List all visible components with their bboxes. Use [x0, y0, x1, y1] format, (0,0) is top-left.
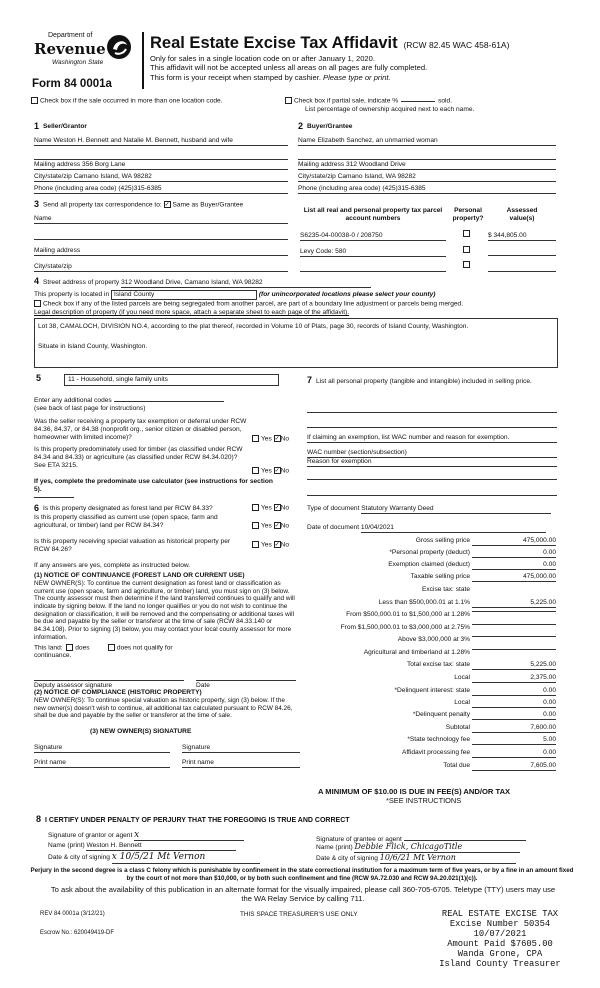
stamp-line: REAL ESTATE EXCISE TAX: [441, 909, 559, 919]
yes-label: Yes: [261, 467, 272, 475]
segregation-label: Check box if any of the listed parcels are being segregated from another parcel, are part of a boundary line adjustment or parcels being merged.: [43, 300, 464, 308]
buyer-mail: 312 Woodland Drive: [346, 161, 406, 168]
print-name-label: Print name: [182, 759, 214, 766]
additional-codes: [34, 397, 224, 413]
yes-label: Yes: [261, 435, 272, 443]
grantor-name-row: [48, 842, 236, 851]
personal-property-line-1[interactable]: [307, 405, 557, 413]
checkbox-icon[interactable]: [66, 644, 73, 651]
tax-row-value[interactable]: [472, 636, 556, 637]
grantor-signature[interactable]: x: [134, 830, 244, 841]
tax-row-label: From $1,500,000.01 to $3,000,000 at 2.75%: [340, 624, 470, 631]
grantor-date-city[interactable]: x 10/5/21 Mt Vernon: [112, 852, 260, 864]
escrow-number: Escrow No.: 620049419-DF: [40, 930, 115, 936]
s5-end-line: [34, 497, 74, 498]
legal-line-1: Lot 38, CAMALOCH, DIVISION NO.4, according to the plat thereof, recorded in Volume 10 of Plats, page 30, records of Island County, Washington.: [38, 323, 469, 330]
parcel-number-3[interactable]: [300, 264, 446, 272]
same-as-buyer-label: Same as Buyer/Grantee: [172, 201, 244, 209]
buyer-city-field[interactable]: [298, 173, 556, 182]
stamp-line: 10/07/2021: [473, 928, 527, 939]
logo-revenue: Revenue: [34, 40, 106, 58]
seller-city-field[interactable]: [34, 173, 288, 182]
seller-mail-field[interactable]: [34, 161, 288, 170]
street-value[interactable]: 312 Woodland Drive, Camano Island, WA 98282: [121, 279, 371, 288]
no-label: No: [280, 522, 290, 530]
tax-row-value[interactable]: [472, 611, 556, 612]
continuance-label: continuance.: [34, 652, 72, 659]
treasurer-use-label: THIS SPACE TREASURER'S USE ONLY: [240, 911, 358, 918]
tax-row-label: Gross selling price: [415, 537, 470, 544]
legal-description-box[interactable]: [34, 318, 558, 368]
doc-type-value[interactable]: Statutory Warranty Deed: [361, 505, 551, 514]
minimum-notice: A MINIMUM OF $10.00 IS DUE IN FEE(S) AND/OR TAX: [318, 787, 511, 796]
reason-line-3[interactable]: [307, 488, 557, 496]
header-line-3: [150, 73, 427, 82]
tax-row-value[interactable]: 475,000.00: [472, 573, 556, 582]
personal-property-line-2[interactable]: [307, 420, 557, 428]
tax-row-label: Affidavit processing fee: [401, 749, 470, 756]
multi-location-label: Check box if the sale occurred in more than one location code.: [40, 97, 223, 105]
title-rcw: (RCW 82.45 WAC 458-61A): [403, 40, 510, 50]
location-label: This property is located in: [34, 291, 110, 298]
seller-name-field[interactable]: [34, 137, 288, 146]
new-owner-print-2[interactable]: [182, 758, 300, 768]
deputy-label: Deputy assessor signature: [34, 682, 113, 689]
notice-3-heading: (3) NEW OWNER(S) SIGNATURE: [90, 728, 192, 735]
notice-2-text: NEW OWNER(S): To continue special valuation as historic property, sign (3) below. If the new owner(s) doesn't wish to continue, all additional tax calculated pursuant to RCW 84.26, shall be due and payable by the seller or transferor at the time of sale.: [34, 697, 293, 720]
location-note: (for unincorporated locations please select your county): [258, 291, 436, 298]
tax-row-value[interactable]: 475,000.00: [472, 537, 556, 546]
grantee-date-label: Date & city of signing: [316, 855, 378, 862]
signature-label: Signature: [34, 744, 63, 751]
new-owner-sig-1[interactable]: [34, 743, 170, 753]
revenue-logo-icon: [106, 34, 132, 60]
buyer-phone: (425)315-6385: [382, 185, 426, 192]
stamp-line: Island County Treasurer: [439, 958, 561, 969]
tax-row-label: Excise tax: state: [421, 586, 470, 593]
checkbox-icon[interactable]: [252, 541, 259, 548]
new-owner-sig-2[interactable]: [182, 743, 300, 753]
legal-desc-label: Legal description of property (if you need more space, attach a separate sheet to each page of the affidavit).: [34, 309, 350, 316]
form-title: [150, 33, 509, 53]
revision-number: REV 84 0001a (3/12/21): [40, 911, 105, 917]
header-line-3a: This form is your receipt when stamped by cashier.: [150, 72, 324, 82]
header-notes: [150, 54, 427, 82]
county-select[interactable]: Island County: [111, 290, 257, 300]
section-7-number: 7: [307, 375, 313, 385]
tax-row-label: Total due: [443, 762, 470, 769]
assessed-column-header: Assessed value(s): [506, 207, 538, 223]
tax-row-value[interactable]: [472, 649, 556, 650]
s6-q3-yesno[interactable]: [252, 541, 289, 549]
tax-row-value[interactable]: 0.00: [472, 687, 556, 696]
personal-checkbox[interactable]: [463, 230, 472, 238]
buyer-mail-field[interactable]: [298, 161, 556, 170]
tax-row-label: Less than $500,000.01 at 1.1%: [378, 599, 470, 606]
street-label: Street address of property: [43, 279, 120, 286]
s6-question-2: Is this property classified as current use (open space, farm and agricultural, or timber) land per RCW 84.34?: [34, 514, 218, 530]
checkbox-icon[interactable]: [463, 261, 470, 268]
personal-checkbox-2[interactable]: [463, 246, 472, 254]
treasurer-stamp: [430, 910, 570, 970]
tax-row-value[interactable]: 5,225.00: [472, 599, 556, 608]
tax-row-value[interactable]: 7,600.00: [472, 724, 556, 733]
tax-row-value[interactable]: 2,375.00: [472, 674, 556, 683]
partial-sale-note: List percentage of ownership acquired next to each name.: [305, 106, 475, 113]
checked-box-icon[interactable]: ✓: [274, 523, 280, 529]
tax-row-label: *Delinquent penalty: [412, 711, 470, 718]
seller-phone-field[interactable]: [34, 185, 288, 194]
section-8-number: 8: [36, 814, 42, 824]
tax-row-value[interactable]: 5.00: [472, 736, 556, 745]
doc-type-label: Type of document: [307, 505, 360, 512]
no-label: No: [280, 467, 290, 475]
reason-line-2[interactable]: [307, 472, 557, 480]
segregation-check[interactable]: [34, 300, 463, 308]
perjury-notice: Perjury in the second degree is a class C felony which is punishable by confinement in the state correctional institution for a maximum term of five years, or by a fine in an amount fixed by the court of not more than $10,000, or by both such confinement and fine (RCW 9A.72.030 and RCW 9A.20.021(1)(c)).: [30, 867, 574, 882]
section-4-number: 4: [34, 276, 40, 286]
multi-location-check[interactable]: [31, 97, 223, 105]
buyer-name-field[interactable]: [298, 137, 556, 146]
checkbox-icon[interactable]: [252, 467, 259, 474]
stamp-line: Excise Number 50354: [449, 918, 551, 929]
s6-question-3: Is this property receiving special valuation as historical property per RCW 84.26?: [34, 538, 231, 554]
additional-codes-label: Enter any additional codes: [34, 397, 112, 404]
checkbox-icon[interactable]: [252, 522, 259, 529]
tax-row-label: Total excise tax: state: [406, 661, 470, 668]
tax-row-label: Local: [454, 674, 470, 681]
checked-box-icon[interactable]: ✓: [164, 202, 170, 208]
corr-name-line-2[interactable]: [34, 232, 288, 240]
print-name-label: Print name: [34, 759, 66, 766]
tax-row-value[interactable]: 0.00: [472, 749, 556, 758]
doc-type-row: [307, 505, 551, 514]
logo-dept: Department of: [48, 32, 93, 39]
notice-1-heading: (1) NOTICE OF CONTINUANCE (FOREST LAND OR CURRENT USE): [34, 572, 245, 579]
notice-2-heading: (2) NOTICE OF COMPLIANCE (HISTORIC PROPERTY): [34, 689, 202, 696]
seller-name: Weston H. Bennett and Natalie M. Bennett, husband and wife: [53, 137, 233, 144]
checked-box-icon[interactable]: ✓: [274, 468, 280, 474]
section-1-number: 1: [34, 121, 40, 131]
checked-box-icon[interactable]: ✓: [274, 436, 280, 442]
checkbox-icon[interactable]: [463, 246, 470, 253]
checkbox-icon[interactable]: [252, 435, 259, 442]
grantee-date-city[interactable]: 10/6/21 Mt Vernon: [380, 853, 516, 864]
grantor-name[interactable]: Weston H. Bennett: [86, 842, 236, 851]
reason-field[interactable]: Reason for exemption: [307, 458, 557, 467]
header-line-3b: Please type or print.: [323, 72, 391, 82]
seller-mail: 356 Borg Lane: [82, 161, 126, 168]
corr-name-field[interactable]: Name: [34, 215, 288, 224]
section-3-number: 3: [34, 199, 40, 209]
tax-row-label: Taxable selling price: [410, 573, 470, 580]
grantor-date-row: [48, 852, 260, 864]
assessed-value-2[interactable]: [488, 248, 556, 256]
partial-sale-label: Check box if partial sale, indicate %: [294, 97, 399, 105]
deputy-date-label: Date: [196, 682, 210, 689]
doc-date-value[interactable]: 10/04/2021: [361, 524, 546, 533]
tax-row-label: *Personal property (deduct): [389, 549, 470, 556]
section-6-number: 6: [34, 503, 40, 513]
seller-city: Camano Island, WA 98282: [73, 173, 152, 180]
correspondence-label: [43, 201, 243, 209]
deputy-date-line[interactable]: [196, 680, 296, 690]
grantee-sig-label: Signature of grantee or agent: [316, 836, 402, 843]
grantee-signature[interactable]: [404, 830, 526, 841]
correspondence-text: Send all property tax correspondence to:: [43, 201, 162, 209]
tax-row-label: *State technology fee: [407, 736, 470, 743]
stamp-line: Wanda Grone, CPA: [457, 948, 543, 959]
checkbox-icon[interactable]: [108, 644, 115, 651]
checkbox-icon[interactable]: [252, 504, 259, 511]
personal-column-header: Personal property?: [452, 207, 484, 223]
assessed-value[interactable]: $ 344,805.00: [488, 232, 556, 241]
no-label: No: [280, 504, 290, 512]
s6-q1-yesno[interactable]: [252, 504, 289, 512]
grantor-sig-row: [48, 830, 244, 841]
tax-row-label: From $500,000.01 to $1,500,000 at 1.28%: [346, 611, 470, 618]
partial-sold-label: sold.: [438, 97, 453, 105]
s5-q2-yesno[interactable]: [252, 467, 289, 475]
checkbox-icon[interactable]: [285, 97, 292, 104]
grantor-date-city-text: 10/5/21 Mt Vernon: [119, 852, 206, 862]
buyer-name: Elizabeth Sanchez, an unmarried woman: [317, 137, 438, 144]
seller-heading: Seller/Grantor: [43, 123, 87, 130]
tax-row-label: Agricultural and timberland at 1.28%: [363, 649, 470, 656]
partial-sale-check[interactable]: [285, 97, 452, 105]
header-line-2: This affidavit will not be accepted unless all areas on all pages are fully completed.: [150, 63, 428, 73]
grantee-name[interactable]: Debbie Flick, ChicagoTitle: [354, 842, 520, 853]
personal-property-label: List all personal property (tangible and intangible) included in selling price.: [316, 378, 532, 385]
does-not-label: does not qualify for: [116, 644, 173, 652]
assessed-value-3[interactable]: [488, 264, 556, 272]
grantee-name-row: [316, 842, 520, 853]
seller-phone-label: Phone (including area code): [34, 185, 117, 192]
tax-row-label: *Delinquent interest: state: [394, 687, 470, 694]
checkbox-icon[interactable]: [463, 230, 470, 237]
legal-line-2: Situate in Island County, Washington.: [38, 343, 148, 351]
tax-row-value[interactable]: 0.00: [472, 561, 556, 570]
s6-q2-yesno[interactable]: [252, 522, 289, 530]
additional-codes-field[interactable]: [114, 401, 224, 402]
yes-label: Yes: [261, 541, 272, 549]
buyer-city-label: City/state/zip: [298, 173, 336, 180]
no-label: No: [280, 435, 290, 443]
seller-name-label: Name: [34, 137, 52, 144]
buyer-mail-label: Mailing address: [298, 161, 345, 168]
stamp-line: Amount Paid $7605.00: [447, 938, 553, 949]
buyer-city: Camano Island, WA 98282: [337, 173, 416, 180]
corr-city-field[interactable]: City/state/zip: [34, 263, 288, 272]
street-address-row: [43, 279, 371, 288]
levy-code[interactable]: Levy Code: 580: [300, 248, 446, 257]
tax-row-label: Exemption claimed (deduct): [388, 561, 470, 568]
grantor-date-label: Date & city of signing: [48, 854, 110, 861]
land-use-select[interactable]: 11 - Household, single family units: [64, 374, 279, 386]
partial-percent-field[interactable]: [401, 101, 435, 102]
wac-field[interactable]: WAC number (section/subsection): [307, 449, 557, 458]
s5-question-2: Is this property predominately used for timber (as classified under RCW 84.34 and 84.33) or agriculture (as classified under RCW 84.34.020)? See ETA 3215.: [34, 446, 243, 470]
header-line-1: Only for sales in a single location code on or after January 1, 2020.: [150, 54, 375, 63]
agency-logo: [30, 32, 134, 76]
tax-row-label: Local: [454, 699, 470, 706]
tax-row-value[interactable]: 5,225.00: [472, 661, 556, 670]
accessibility-notice: To ask about the availability of this publication in an alternate format for the visually impaired, please call 360-705-6705. Teletype (TTY) users may use the WA Relay Service by calling 711.: [50, 885, 556, 904]
tax-row-label: Above $3,000,000 at 3%: [397, 636, 470, 643]
buyer-name-label: Name: [298, 137, 316, 144]
location-row: [34, 290, 435, 300]
this-land-label: This land:: [34, 644, 63, 652]
seller-mail-label: Mailing address: [34, 161, 81, 168]
notice-1-text: NEW OWNER(S): To continue the current designation as forest land or classification as current use (open space, farm and agriculture, or timber) land, you must sign on (3) below. The county assessor must then determine if the land transferred continues to qualify and will indicate by signing below. If the land no longer qualifies or you do not wish to continue the designation or classification, it will be removed and the compensating or additional taxes will be due and payable by the seller or transferor at the time of sale (RCW 84.33.140 or 84.34.108). Prior to signing (3) below, you may contact your local county assessor for more information.: [34, 580, 295, 641]
form-number: Form 84 0001a: [32, 78, 112, 90]
s5-if-yes: If yes, complete the predominate use calculator (see instructions for section 5).: [34, 478, 273, 494]
buyer-phone-label: Phone (including area code): [298, 185, 381, 192]
seller-city-label: City/state/zip: [34, 173, 72, 180]
buyer-name-line-2[interactable]: [298, 152, 556, 160]
tax-row-value[interactable]: 0.00: [472, 711, 556, 720]
parcel-number[interactable]: S6235-04-00038-0 / 208750: [300, 232, 446, 241]
buyer-phone-field[interactable]: [298, 185, 556, 194]
grantee-date-row: [316, 853, 516, 864]
header-divider: [142, 32, 144, 89]
checkbox-icon[interactable]: [34, 300, 41, 307]
yes-label: Yes: [261, 522, 272, 530]
signature-label: Signature: [182, 744, 211, 751]
logo-state: Washington State: [52, 59, 104, 66]
doc-date-label: Date of document: [307, 524, 360, 531]
section-5-number: 5: [36, 373, 42, 383]
checked-box-icon[interactable]: ✓: [274, 542, 280, 548]
seller-name-line-2[interactable]: [34, 152, 288, 160]
yes-label: Yes: [261, 504, 272, 512]
tax-row-value[interactable]: 0.00: [472, 549, 556, 558]
grantor-sig-label: Signature of grantor or agent: [48, 832, 133, 839]
corr-mail-field[interactable]: Mailing address: [34, 247, 288, 256]
tax-row-value[interactable]: 0.00: [472, 699, 556, 708]
additional-codes-note: (see back of last page for instructions): [34, 404, 146, 412]
exemption-heading: If claiming an exemption, list WAC number and reason for exemption.: [307, 434, 557, 443]
tax-row-value[interactable]: [472, 624, 556, 625]
buyer-heading: Buyer/Grantee: [307, 123, 353, 130]
title-text: Real Estate Excise Tax Affidavit: [150, 34, 398, 52]
grantee-name-label: Name (print): [316, 844, 353, 851]
section-2-number: 2: [298, 121, 304, 131]
s5-q1-yesno[interactable]: [252, 435, 289, 443]
s5-question-1: Was the seller receiving a property tax exemption or deferral under RCW 84.36, 84.37, or 84.38 (nonprofit org., senior citizen or disabled person, homeowner with limited income)?: [34, 418, 247, 442]
see-instructions: *SEE INSTRUCTIONS: [386, 796, 462, 805]
checkbox-icon[interactable]: [31, 97, 38, 104]
s6-question-1: Is this property designated as forest land per RCW 84.33?: [43, 505, 213, 512]
parcel-column-header: List all real and personal property tax parcel account numbers: [303, 207, 443, 223]
certify-text: I CERTIFY UNDER PENALTY OF PERJURY THAT THE FOREGOING IS TRUE AND CORRECT: [45, 817, 350, 824]
s6-if-any: If any answers are yes, complete as instructed below.: [34, 562, 191, 569]
tax-row-label: Subtotal: [445, 724, 470, 731]
grantor-name-label: Name (print): [48, 842, 85, 849]
personal-checkbox-3[interactable]: [463, 261, 472, 269]
no-label: No: [280, 541, 290, 549]
doc-date-row: [307, 524, 546, 533]
new-owner-print-1[interactable]: [34, 758, 170, 768]
does-label: does: [75, 644, 90, 652]
tax-row-value[interactable]: 7,605.00: [472, 762, 556, 771]
seller-phone: (425)315-6385: [118, 185, 162, 192]
checked-box-icon[interactable]: ✓: [274, 505, 280, 511]
